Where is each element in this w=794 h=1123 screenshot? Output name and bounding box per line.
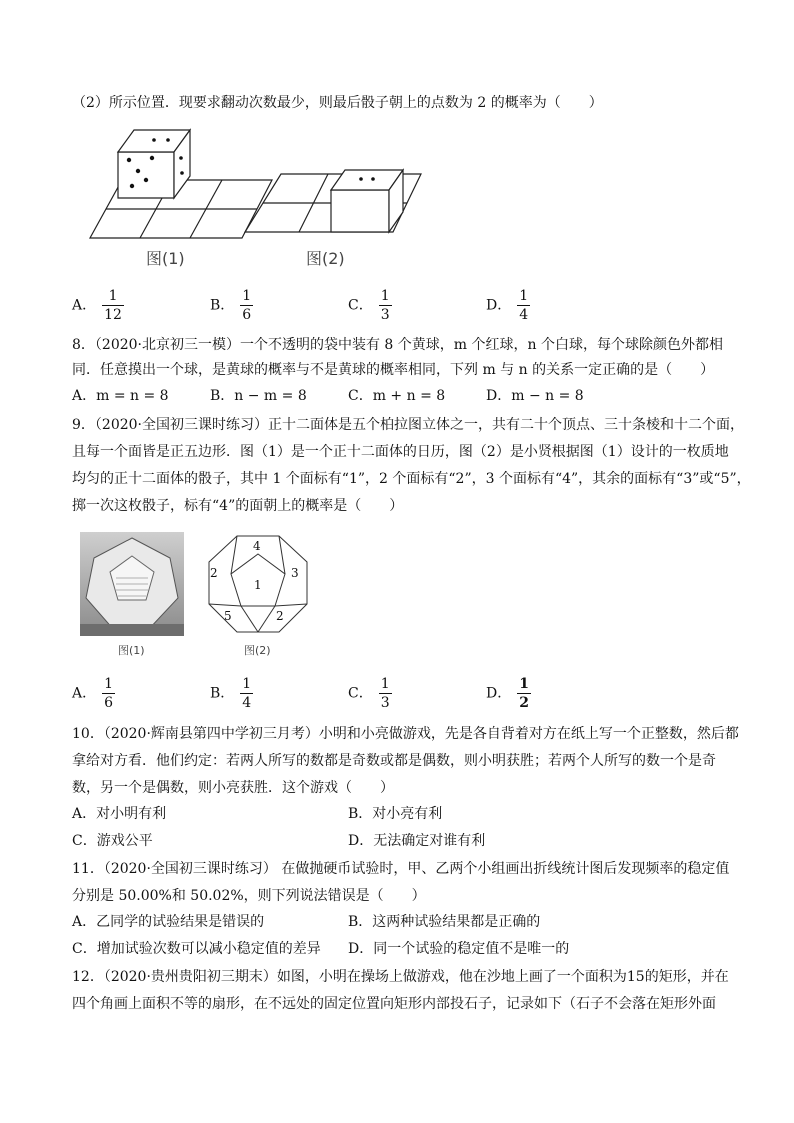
face-label-bottom-left: 5 — [224, 609, 232, 623]
q9-line-3: 均匀的正十二面体的骰子，其中 1 个面标有“1”，2 个面标有“2”，3 个面标有“4”，其余的面标有“3”或“5”， — [72, 471, 751, 487]
q7-option-b: B． $\frac{1}{6}$ — [210, 288, 252, 323]
q9-line-4: 掷一次这枚骰子，标有“4”的面朝上的概率是（ ） — [72, 498, 404, 514]
q11-option-b: B．这两种试验结果都是正确的 — [348, 914, 541, 930]
face-label-top: 4 — [253, 539, 261, 553]
q10-line-2: 拿给对方看．他们约定：若两人所写的数都是奇数或都是偶数，则小明获胜；若两个人所写的数一个是奇 — [72, 753, 716, 769]
q7-option-a: A． $\frac{1}{12}$ — [72, 288, 122, 323]
q7-figure-2 — [243, 168, 423, 238]
q9-fig2-caption: 图(2) — [244, 644, 271, 657]
q9-option-d: D． $\frac{1}{2}$ — [486, 676, 529, 711]
q8-line-2: 同．任意摸出一个球，是黄球的概率与不是黄球的概率相同，下列 m 与 n 的关系一定正确的是（ ） — [72, 362, 715, 378]
q9-fig1-caption: 图(1) — [118, 644, 145, 657]
q7-fig1-caption: 图(1) — [146, 249, 185, 268]
q11-line-2: 分别是 50.00%和 50.02%，则下列说法错误是（ ） — [72, 888, 426, 904]
q9-option-a: A． $\frac{1}{6}$ — [72, 676, 114, 711]
q12-line-1: 12．（2020·贵州贵阳初三期末）如图，小明在操场上做游戏，他在沙地上画了一个面积为15的矩形，并在 — [72, 969, 729, 985]
q7-fig2-caption: 图(2) — [306, 249, 345, 268]
q8-line-1: 8．（2020·北京初三一模）一个不透明的袋中装有 8 个黄球，m 个红球，n 个白球，每个球除颜色外都相 — [72, 337, 723, 353]
q11-option-c: C．增加试验次数可以减小稳定值的差异 — [72, 941, 321, 957]
q9-line-2: 且每一个面皆是正五边形．图（1）是一个正十二面体的日历，图（2）是小贤根据图（1）设计的一枚质地 — [72, 444, 729, 460]
q10-line-3: 数，另一个是偶数，则小亮获胜．这个游戏（ ） — [72, 780, 394, 796]
q8-option-a: A．m = n = 8 — [72, 388, 169, 404]
q7-option-c: C． $\frac{1}{3}$ — [348, 288, 390, 323]
face-label-bottom-right: 2 — [276, 609, 284, 623]
q10-option-c: C．游戏公平 — [72, 833, 153, 849]
q8-option-c: C．m + n = 8 — [348, 388, 446, 404]
q9-option-c: C． $\frac{1}{3}$ — [348, 676, 390, 711]
q9-option-b: B． $\frac{1}{4}$ — [210, 676, 252, 711]
face-label-center: 1 — [254, 578, 262, 592]
dodecahedron-calendar-photo — [80, 532, 184, 636]
face-label-right: 3 — [291, 566, 299, 580]
q7-option-d: D． $\frac{1}{4}$ — [486, 288, 529, 323]
q10-option-a: A．对小明有利 — [72, 806, 167, 822]
q12-line-2: 四个角画上面积不等的扇形，在不远处的固定位置向矩形内部投石子，记录如下（石子不会落在矩形外面 — [72, 996, 716, 1012]
q9-line-1: 9．（2020·全国初三课时练习）正十二面体是五个柏拉图立体之一，共有二十个顶点、三十条棱和十二个面， — [72, 417, 744, 433]
q7-stem: （2）所示位置．现要求翻动次数最少，则最后骰子朝上的点数为 2 的概率为（ ） — [72, 95, 603, 111]
face-label-left: 2 — [210, 566, 218, 580]
q10-option-d: D．无法确定对谁有利 — [348, 833, 486, 849]
q11-line-1: 11．（2020·全国初三课时练习） 在做抛硬币试验时，甲、乙两个小组画出折线统计图后发现频率的稳定值 — [72, 861, 730, 877]
q8-option-b: B．n − m = 8 — [210, 388, 307, 404]
q11-option-d: D．同一个试验的稳定值不是唯一的 — [348, 941, 570, 957]
q8-option-d: D．m − n = 8 — [486, 388, 584, 404]
q10-option-b: B．对小亮有利 — [348, 806, 443, 822]
q10-line-1: 10．（2020·辉南县第四中学初三月考）小明和小亮做游戏，先是各自背着对方在纸上写一个正整数，然后都 — [72, 726, 739, 742]
q11-option-a: A．乙同学的试验结果是错误的 — [72, 914, 265, 930]
